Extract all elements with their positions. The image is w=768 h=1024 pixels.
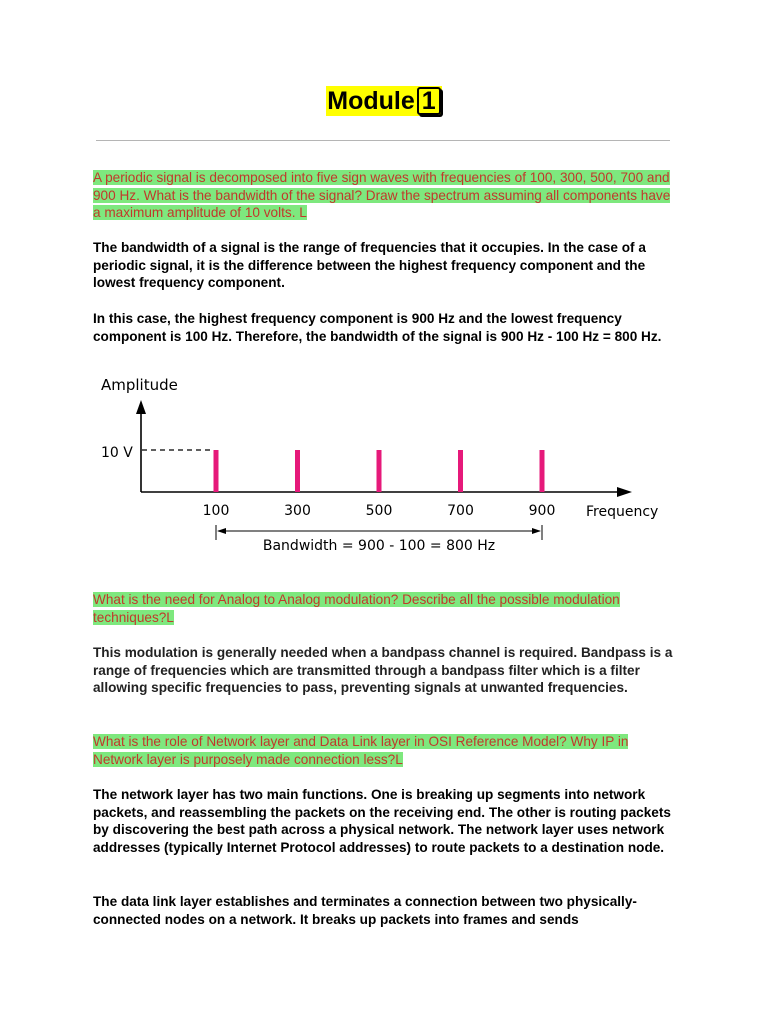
amplitude-label: 10 V [101, 445, 133, 461]
spectrum-chart [90, 370, 680, 560]
spectrum-bars [214, 450, 545, 492]
frequency-tick-labels [203, 503, 556, 519]
page-title [326, 86, 441, 116]
question-3 [93, 733, 675, 768]
bandwidth-arrow-right [532, 528, 541, 534]
question-2 [93, 591, 675, 626]
spectrum-bar-300 [295, 450, 300, 492]
x-axis-label: Frequency [586, 504, 659, 520]
question-1-text: A periodic signal is decomposed into five sign waves with frequencies of 100, 300, 500, 700 and 900 Hz. What is the bandwidth of the signal? Draw the spectrum assuming all components have a maximum amplitude of 10 volts. L [93, 170, 671, 221]
spectrum-bar-500 [377, 450, 382, 492]
answer-1-paragraph-1: The bandwidth of a signal is the range of frequencies that it occupies. In the case of a periodic signal, it is the difference between the highest frequency component and the lowest frequency component. [93, 240, 646, 291]
bandwidth-label: Bandwidth = 900 - 100 = 800 Hz [262, 538, 496, 554]
title-number: 1 [417, 87, 441, 115]
x-axis-arrow [617, 487, 632, 497]
spectrum-bar-900 [540, 450, 545, 492]
spectrum-bar-100 [214, 450, 219, 492]
question-1 [93, 169, 675, 222]
tick-label-300: 300 [284, 503, 311, 519]
answer-3-paragraph-1: The network layer has two main functions. One is breaking up segments into network packets, and reassembling the packets on the receiving end. The other is routing packets by discovering the best path across a physical network. The network layer uses network addresses (typically Internet Protocol addresses) to route packets to a destination node. [93, 787, 671, 855]
y-axis-arrow [136, 400, 146, 414]
tick-label-500: 500 [365, 503, 393, 519]
y-axis-label: Amplitude [101, 376, 178, 394]
question-2-text: What is the need for Analog to Analog modulation? Describe all the possible modulation techniques?L [93, 592, 620, 625]
title-wrap [0, 86, 768, 116]
tick-label-900: 900 [528, 503, 556, 519]
title-text: Module [327, 87, 415, 115]
tick-label-700: 700 [447, 503, 474, 519]
answer-3-paragraph-2: The data link layer establishes and terminates a connection between two physically-connected nodes on a network. It breaks up packets into frames and sends [93, 894, 637, 927]
question-3-text: What is the role of Network layer and Data Link layer in OSI Reference Model? Why IP in Network layer is purposely made connection less?L [93, 734, 629, 767]
spectrum-bar-700 [458, 450, 463, 492]
tick-label-100: 100 [202, 503, 230, 519]
bandwidth-arrow-left [217, 528, 226, 534]
answer-2: This modulation is generally needed when a bandpass channel is required. Bandpass is a range of frequencies which are transmitted through a bandpass filter which is a filter allowing specific frequencies to pass, preventing signals at unwanted frequencies. [93, 645, 673, 696]
horizontal-rule [96, 140, 670, 141]
answer-1-paragraph-2: In this case, the highest frequency component is 900 Hz and the lowest frequency component is 100 Hz. Therefore, the bandwidth of the signal is 900 Hz - 100 Hz = 800 Hz. [93, 311, 662, 344]
